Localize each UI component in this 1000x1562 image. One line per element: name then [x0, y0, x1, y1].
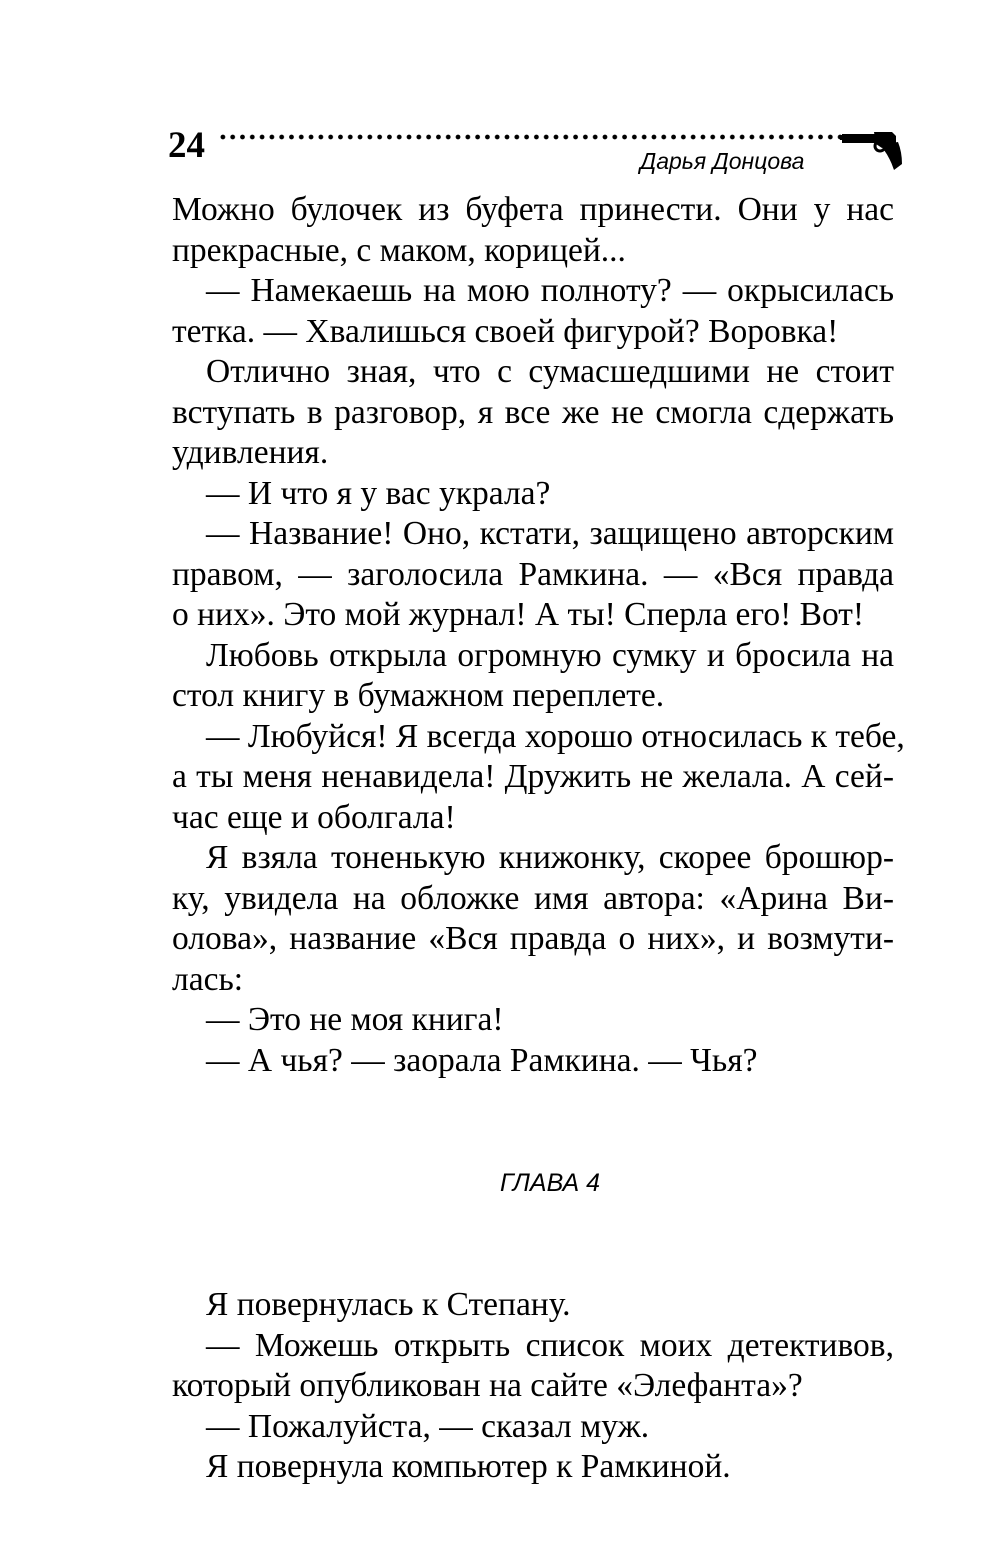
text-line: о них». Это мой журнал! А ты! Сперла его! Вот! — [172, 596, 865, 633]
text-line: Отлично зная, что с сумасшедшими не стоит — [206, 353, 894, 390]
text-line: Я повернула компьютер к Рамкиной. — [206, 1448, 731, 1485]
text-line: ку, увидела на обложке имя автора: «Арина Ви- — [172, 879, 894, 917]
running-author: Дарья Донцова — [640, 148, 805, 174]
revolver-icon — [840, 126, 904, 178]
text-line: — Любуйся! Я всегда хорошо относилась к тебе, — [206, 717, 905, 755]
text-line: — Можешь открыть список моих детективов, — [206, 1326, 894, 1364]
text-line: — А чья? — заорала Рамкина. — Чья? — [206, 1041, 758, 1079]
text-line: — Это не моя книга! — [206, 1001, 504, 1038]
dotted-leader — [218, 134, 843, 140]
text-line: Любовь открыла огромную сумку и бросила на — [206, 636, 894, 674]
text-block-before — [172, 190, 905, 1081]
text-line: олова», название «Вся правда о них», и возмути- — [172, 920, 894, 957]
text-line: — Название! Оно, кстати, защищено авторским — [206, 515, 894, 552]
text-line: Я взяла тоненькую книжонку, скорее брошюр- — [206, 839, 894, 876]
text-line: лась: — [172, 960, 244, 998]
text-line: — И что я у вас украла? — [206, 474, 551, 512]
page-body — [172, 190, 905, 1488]
running-header — [168, 118, 908, 182]
text-line: правом, — заголосила Рамкина. — «Вся правда — [172, 555, 894, 593]
text-line: — Намекаешь на мою полноту? — окрысилась — [206, 272, 894, 309]
text-block-after — [172, 1285, 894, 1488]
text-line: прекрасные, с маком, корицей... — [172, 231, 626, 269]
text-line: тетка. — Хвалишься своей фигурой? Воровка! — [172, 312, 839, 350]
text-line: вступать в разговор, я все же не смогла сдержать — [172, 393, 894, 431]
text-line: час еще и оболгала! — [172, 798, 456, 836]
chapter-heading: ГЛАВА 4 — [500, 1168, 600, 1197]
text-line: а ты меня ненавидела! Дружить не желала. А сей- — [172, 758, 894, 795]
text-line: который опубликован на сайте «Элефанта»? — [172, 1367, 803, 1404]
text-line: удивления. — [172, 434, 329, 471]
text-line: стол книгу в бумажном переплете. — [172, 677, 665, 714]
text-line: Я повернулась к Степану. — [206, 1286, 571, 1323]
text-line: Можно булочек из буфета принести. Они у нас — [172, 191, 894, 228]
text-line: — Пожалуйста, — сказал муж. — [206, 1407, 650, 1445]
page-number: 24 — [168, 125, 205, 166]
